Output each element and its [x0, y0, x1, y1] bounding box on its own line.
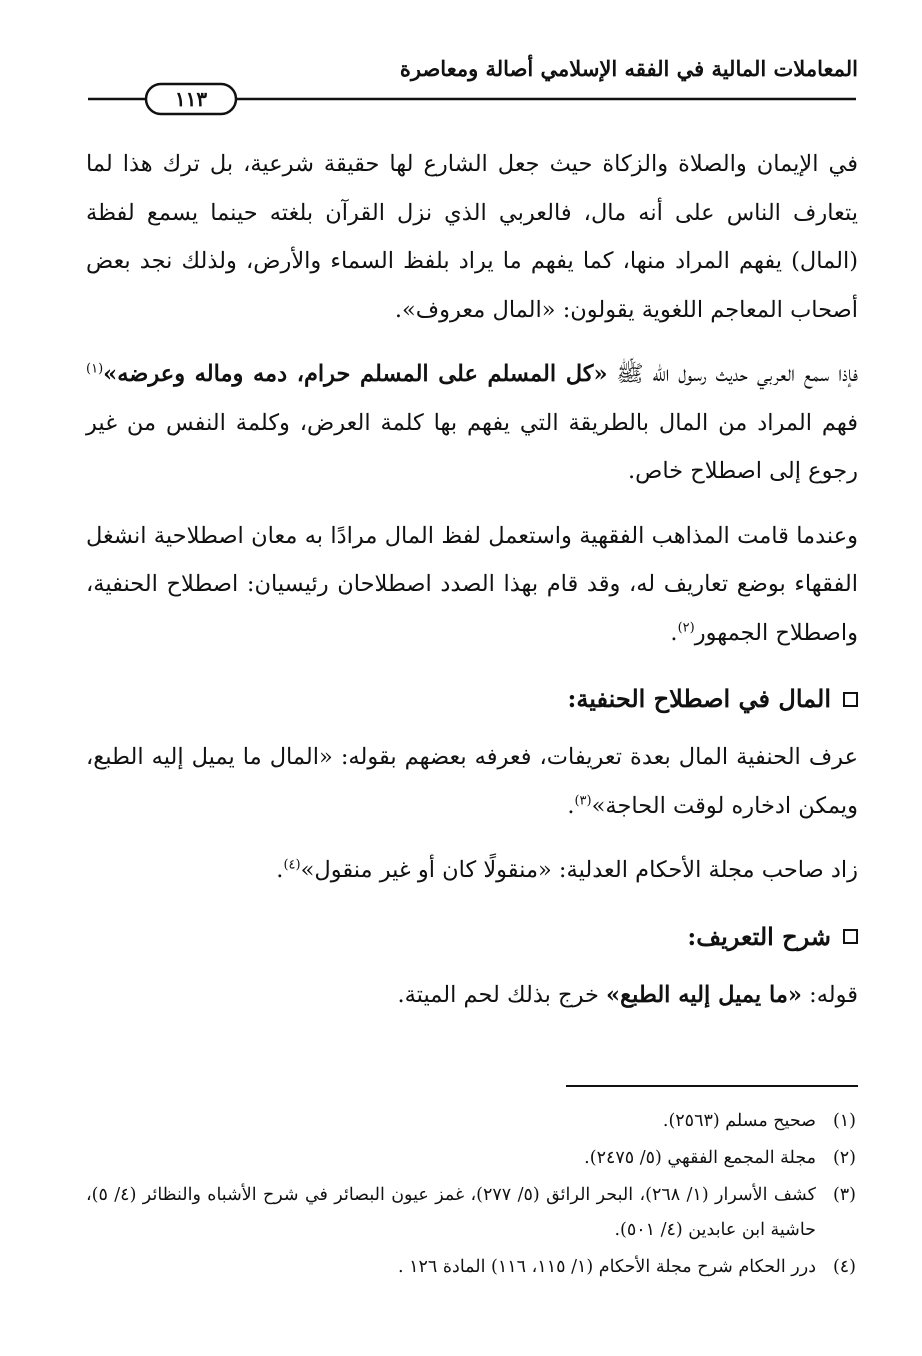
paragraph-2-rest: فهم المراد من المال بالطريقة التي يفهم بها كلمة العرض، وكلمة النفس من غير رجوع إلى اصطلاح خاص. — [86, 409, 858, 484]
footnote-separator — [566, 1085, 858, 1087]
paragraph-5 — [86, 846, 858, 895]
footnote-text: مجلة المجمع الفقهي (٥/ ٢٤٧٥). — [584, 1148, 816, 1168]
paragraph-4 — [86, 733, 858, 830]
footnote-text: كشف الأسرار (١/ ٢٦٨)، البحر الرائق (٥/ ٢٧٧)، غمز عيون البصائر في شرح الأشباه والنظائر (٤/ ٥)، حاشية ابن عابدين (٤/ ٥٠١). — [86, 1185, 816, 1240]
page-number: ١١٣ — [174, 87, 208, 111]
footnote-ref-1[interactable]: (١) — [86, 361, 104, 377]
paragraph-4-text: عرف الحنفية المال بعدة تعريفات، فعرفه بعضهم بقوله: «المال ما يميل إليه الطبع، ويمكن ادخاره لوقت الحاجة» — [86, 744, 858, 819]
paragraph-6-intro: قوله: — [801, 981, 858, 1008]
paragraph-3-end: . — [670, 619, 678, 646]
hadith-quote: «كل المسلم على المسلم حرام، دمه وماله وعرضه» — [103, 361, 608, 387]
paragraph-1: في الإيمان والصلاة والزكاة حيث جعل الشارع لها حقيقة شرعية، بل ترك هذا لما يتعارف الناس على أنه مال، فالعربي الذي نزل القرآن بلغته حينما يسمع لفظة (المال) يفهم المراد منها، كما يفهم ما يراد بلفظ السماء والأرض، ولذلك نجد بعض أصحاب المعاجم اللغوية يقولون: «المال معروف». — [86, 151, 858, 323]
paragraph-6 — [86, 971, 858, 1020]
footnote-ref-2[interactable]: (٢) — [677, 620, 695, 635]
paragraph-2-intro: فإذا سمع العربي حديث رسول الله ﷺ — [607, 361, 858, 387]
section-heading-definition-label: شرح التعريف: — [687, 921, 831, 951]
paragraph-2 — [86, 350, 858, 496]
paragraph-3 — [86, 512, 858, 658]
footnote-item — [86, 1141, 856, 1176]
main-text — [86, 140, 858, 1019]
section-heading-hanafi-label: المال في اصطلاح الحنفية: — [567, 684, 831, 713]
paragraph-4-end: . — [567, 792, 575, 819]
running-header-title: المعاملات المالية في الفقه الإسلامي أصالة ومعاصرة — [399, 56, 858, 81]
footnote-item — [86, 1104, 856, 1139]
footnote-number: (٣) — [832, 1185, 856, 1205]
footnote-number: (٢) — [832, 1148, 856, 1168]
footnote-ref-3[interactable]: (٣) — [574, 793, 592, 808]
footnote-item — [86, 1178, 856, 1248]
section-heading-definition — [86, 913, 858, 961]
footnote-number: (١) — [832, 1111, 856, 1131]
paragraph-3-text: وعندما قامت المذاهب الفقهية واستعمل لفظ المال مرادًا به معان اصطلاحية انشغل الفقهاء بوضع تعاريف له، وقد قام بهذا الصدد اصطلاحان رئيسيان: اصطلاح الحنفية، واصطلاح الجمهور — [86, 522, 858, 646]
footnote-text: درر الحكام شرح مجلة الأحكام (١/ ١١٥، ١١٦) المادة ١٢٦ . — [397, 1257, 816, 1277]
checkbox-square-icon — [843, 929, 858, 944]
footnotes — [86, 1104, 856, 1287]
paragraph-5-end: . — [276, 857, 284, 883]
paragraph-6-rest: خرج بذلك لحم الميتة. — [397, 981, 607, 1008]
section-heading-hanafi — [86, 675, 858, 723]
footnote-number: (٤) — [832, 1257, 856, 1277]
paragraph-5-text: زاد صاحب مجلة الأحكام العدلية: «منقولًا كان أو غير منقول» — [300, 857, 858, 883]
definition-quote: «ما يميل إليه الطبع» — [606, 981, 802, 1008]
checkbox-square-icon — [843, 692, 858, 707]
footnote-text: صحيح مسلم (٢٥٦٣). — [662, 1111, 816, 1131]
footnote-ref-4[interactable]: (٤) — [283, 857, 301, 873]
footnote-item — [86, 1250, 856, 1285]
